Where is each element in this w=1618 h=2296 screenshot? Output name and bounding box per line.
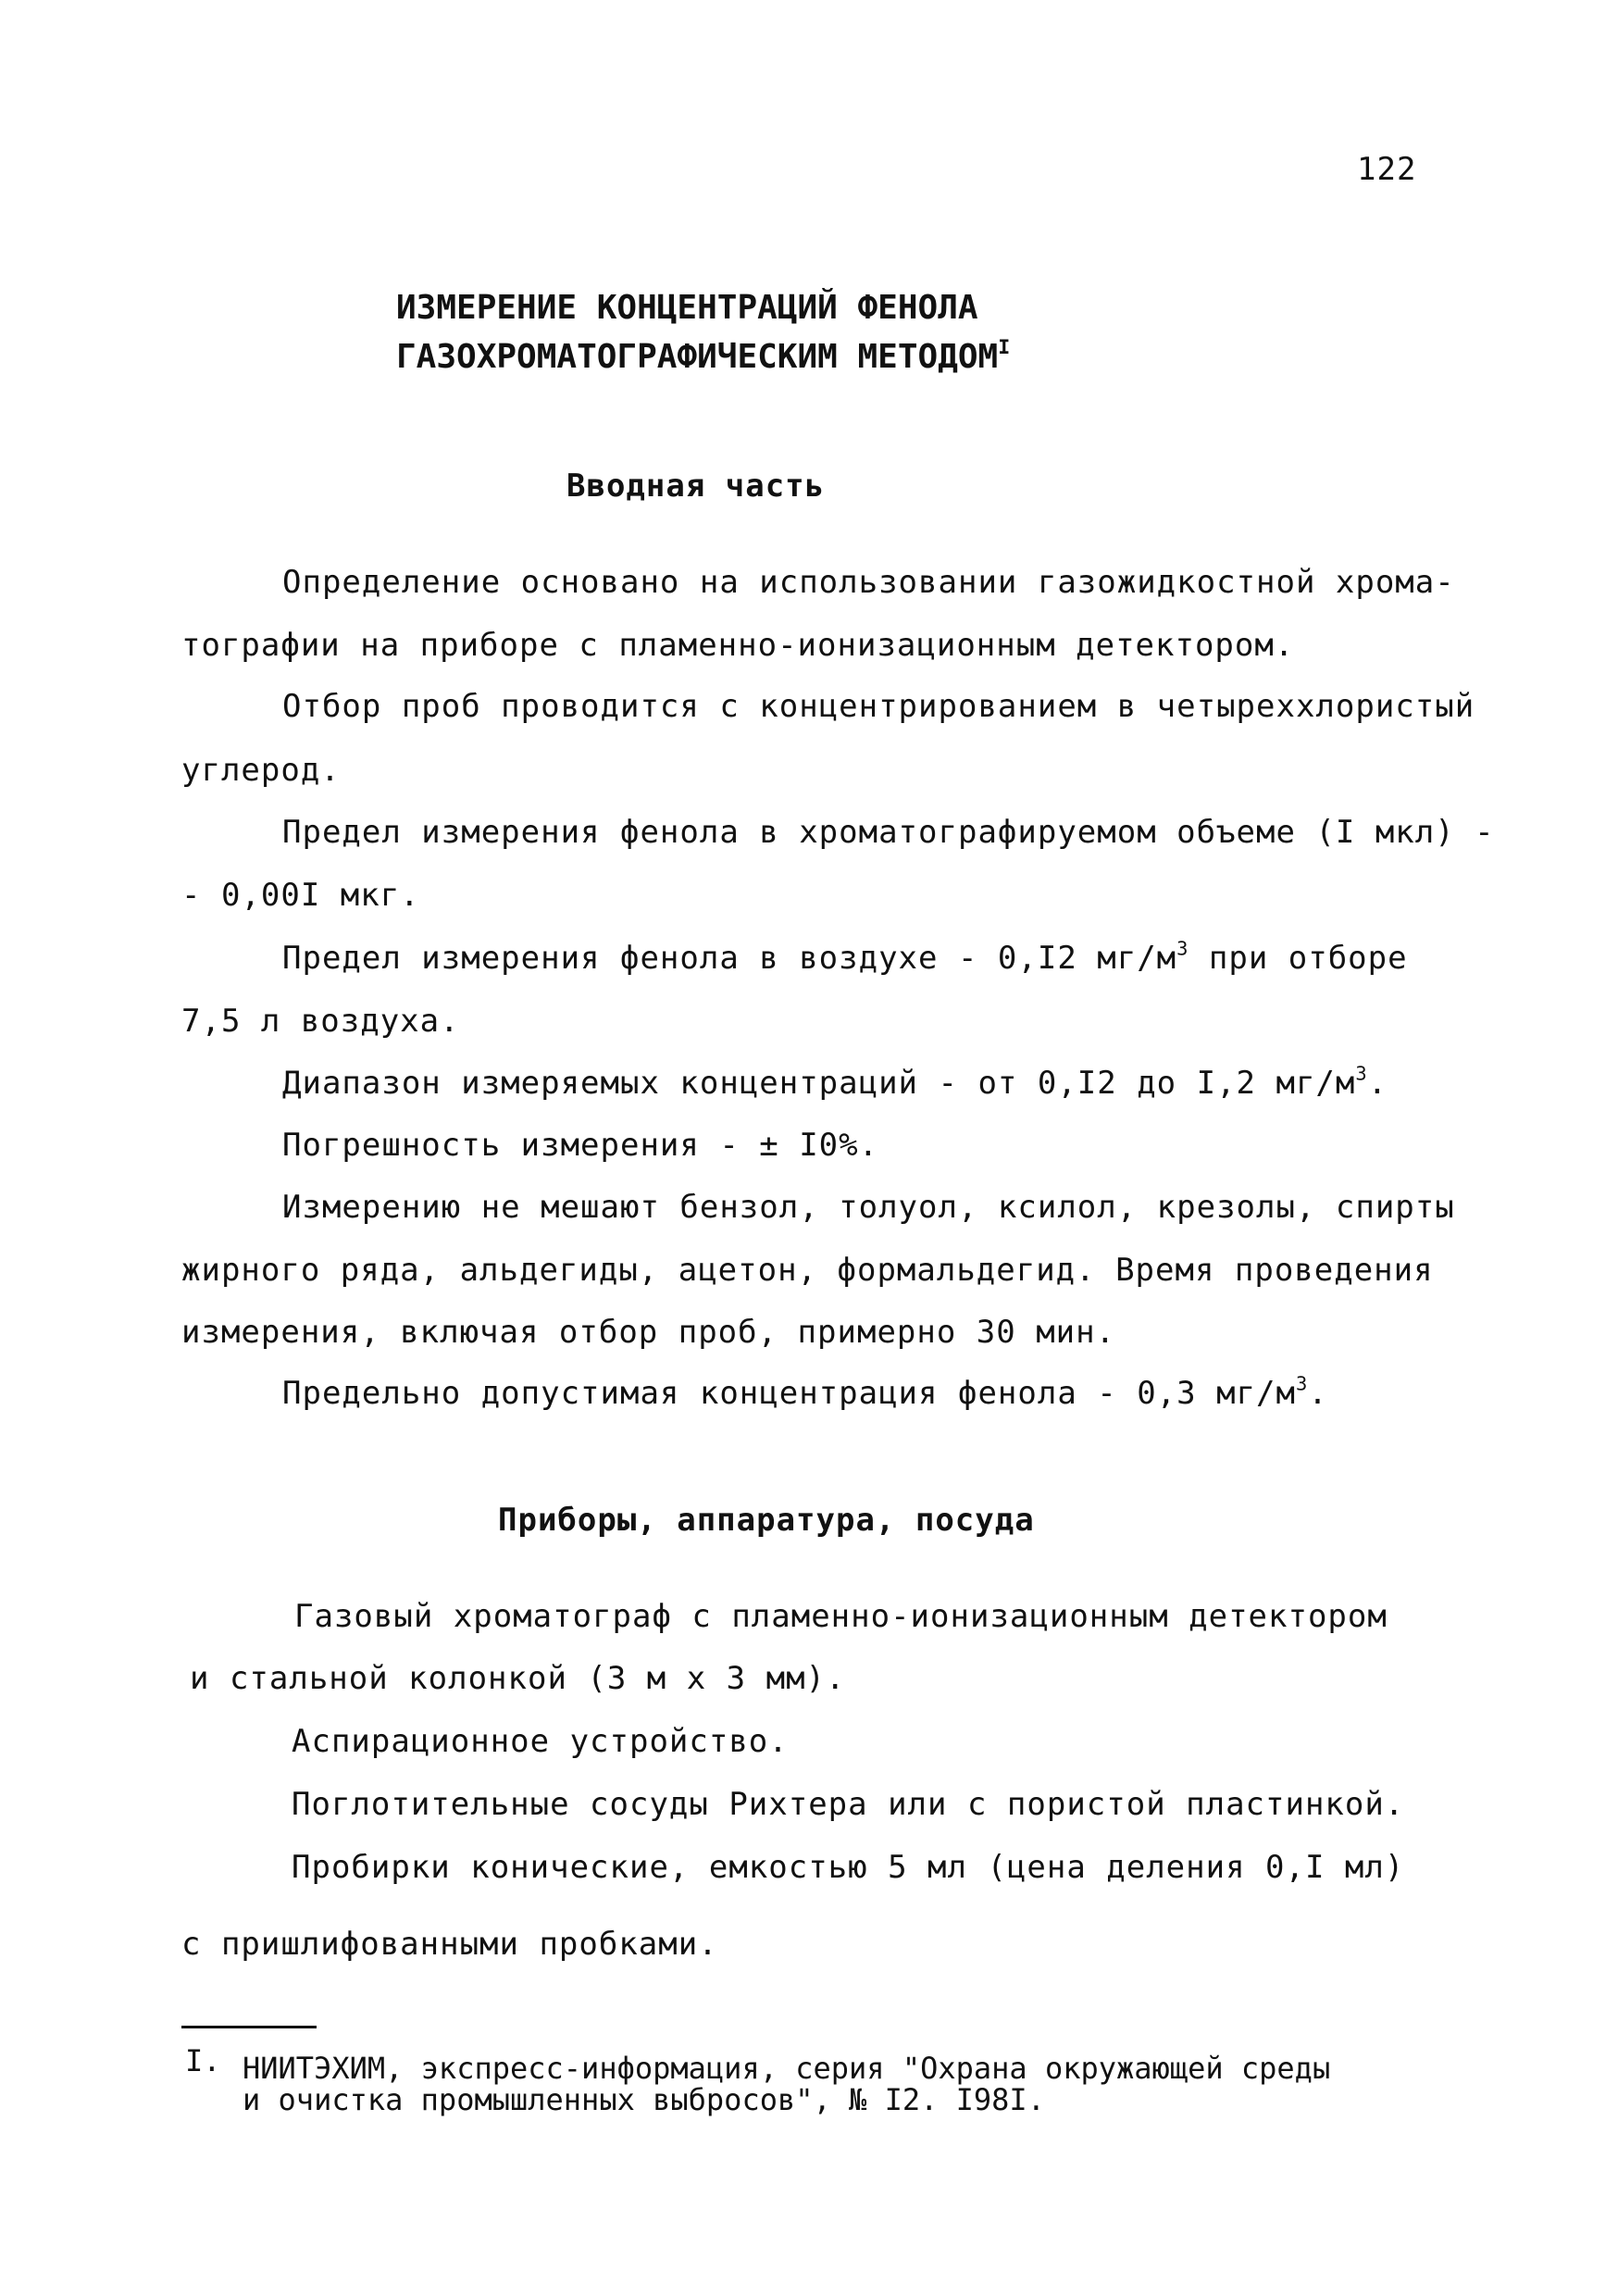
footnote-line-2: и очистка промышленных выбросов", № I2. I98I. xyxy=(243,2082,1045,2117)
intro-heading: Вводная часть xyxy=(566,468,826,505)
intro-p2-line2: углерод. xyxy=(181,752,341,789)
intro-p8 xyxy=(282,1372,1328,1412)
intro-p8-superscript: 3 xyxy=(1295,1372,1309,1395)
intro-p4-line2: 7,5 л воздуха. xyxy=(181,1003,460,1040)
intro-p5-tail: . xyxy=(1367,1065,1388,1102)
equipment-p1-line2: и стальной колонкой (3 м х 3 мм). xyxy=(190,1660,846,1697)
intro-p4-line1-text: Предел измерения фенола в воздухе - 0,I2 мг/м xyxy=(282,940,1177,977)
intro-p4-superscript: 3 xyxy=(1176,937,1189,960)
intro-p5-text: Диапазон измеряемых концентраций - от 0,I2 до I,2 мг/м xyxy=(282,1065,1356,1102)
title-line-2-text: ГАЗОХРОМАТОГРАФИЧЕСКИМ МЕТОДОМ xyxy=(396,338,999,376)
intro-p7-line1: Измерению не мешают бензол, толуол, ксилол, крезолы, спирты xyxy=(282,1189,1455,1226)
intro-p1-line2: тографии на приборе с пламенно-ионизационным детектором. xyxy=(181,627,1295,664)
footnote-mark: I. xyxy=(185,2043,221,2078)
footnote-line-1: НИИТЭХИМ, экспресс-информация, серия "Охрана окружающей среды xyxy=(243,2051,1331,2086)
equipment-p2: Аспирационное устройство. xyxy=(292,1723,789,1760)
equipment-p1-line1: Газовый хроматограф с пламенно-ионизационным детектором xyxy=(294,1598,1388,1635)
intro-p8-text: Предельно допустимая концентрация фенола - 0,3 мг/м xyxy=(282,1375,1296,1412)
intro-p4-line1 xyxy=(282,937,1408,977)
intro-p6: Погрешность измерения - ± I0%. xyxy=(282,1127,879,1164)
title-line-2 xyxy=(396,335,1011,376)
page-number: 122 xyxy=(1357,151,1417,188)
equipment-p4-line2: с пришлифованными пробками. xyxy=(181,1926,718,1963)
title-line-1: ИЗМЕРЕНИЕ КОНЦЕНТРАЦИЙ ФЕНОЛА xyxy=(396,289,978,327)
equipment-p4-line1: Пробирки конические, емкостью 5 мл (цена деления 0,I мл) xyxy=(292,1849,1405,1886)
intro-p3-line1: Предел измерения фенола в хроматографируемом объеме (I мкл) - xyxy=(282,814,1495,851)
intro-p5-superscript: 3 xyxy=(1355,1062,1368,1085)
intro-p5 xyxy=(282,1062,1388,1102)
intro-p3-line2: - 0,00I мкг. xyxy=(181,877,420,914)
title-footnote-mark: I xyxy=(998,335,1011,359)
equipment-p3: Поглотительные сосуды Рихтера или с пористой пластинкой. xyxy=(292,1786,1405,1823)
intro-p1-line1: Определение основано на использовании газожидкостной хрома- xyxy=(282,564,1455,601)
intro-p7-line2: жирного ряда, альдегиды, ацетон, формальдегид. Время проведения xyxy=(181,1252,1434,1289)
intro-p7-line3: измерения, включая отбор проб, примерно 30 мин. xyxy=(181,1314,1116,1351)
intro-p2-line1: Отбор проб проводится с концентрированием в четыреххлористый xyxy=(282,688,1475,725)
intro-p8-tail: . xyxy=(1308,1375,1328,1412)
equipment-heading: Приборы, аппаратура, посуда xyxy=(498,1502,1035,1539)
intro-p4-line1-tail: при отборе xyxy=(1189,940,1408,977)
footnote-divider xyxy=(181,2026,317,2028)
